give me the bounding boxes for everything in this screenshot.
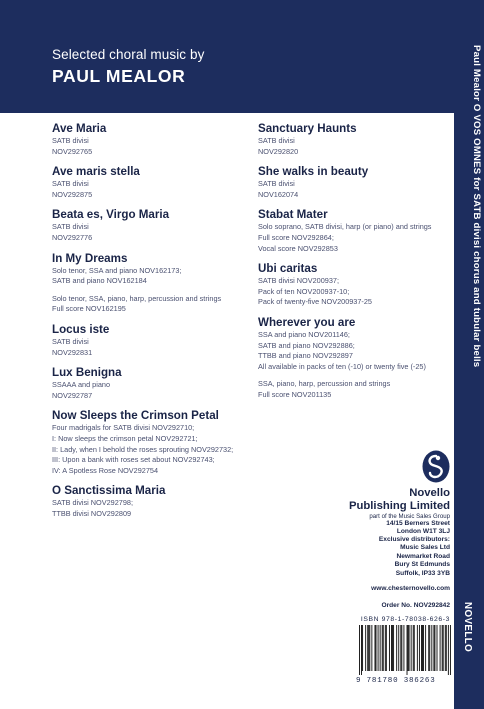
distributors-heading: Exclusive distributors:	[378, 536, 450, 543]
work-entry	[52, 251, 232, 315]
spine-title: Paul Mealor O VOS OMNES for SATB divisi chorus and tubular bells	[471, 45, 482, 368]
barcode-bar	[401, 625, 402, 671]
publisher-name-2: Publishing Limited	[348, 500, 450, 512]
work-detail: SSA and piano NOV201146;	[258, 329, 350, 339]
work-detail: SATB divisi	[52, 222, 89, 232]
work-detail: SATB divisi	[258, 136, 295, 145]
publisher-address-2: London W1T 3LJ	[396, 528, 450, 536]
work-title: Ubi caritas	[258, 262, 318, 276]
work-title: Lux Benigna	[52, 366, 122, 380]
barcode-bar	[417, 625, 418, 671]
barcode-bar	[413, 625, 414, 671]
work-detail: Four madrigals for SATB divisi NOV292710;	[52, 423, 195, 433]
barcode-bar	[367, 625, 368, 671]
work-detail: SATB and piano NOV292886;	[258, 340, 355, 350]
barcode-bar	[362, 625, 363, 671]
novello-logo-icon	[422, 450, 450, 483]
work-title: Ave maris stella	[52, 165, 140, 179]
work-detail: SSA, piano, harp, percussion and strings	[258, 379, 391, 389]
work-detail: III: Upon a bank with roses set about NOV292743;	[52, 455, 215, 465]
barcode-bar	[375, 625, 376, 671]
work-detail: SATB divisi NOV200937;	[258, 276, 339, 286]
work-detail: SATB divisi	[52, 336, 89, 346]
work-detail: SATB divisi	[258, 179, 295, 189]
barcode-bar	[368, 625, 369, 671]
work-entry	[52, 408, 232, 476]
publisher-block	[349, 487, 450, 537]
barcode	[359, 625, 451, 675]
work-title: Wherever you are	[258, 315, 356, 329]
work-title: O Sanctissima Maria	[52, 484, 166, 498]
work-detail: TTBB divisi NOV292809	[52, 508, 132, 518]
work-detail: SATB and piano NOV162184	[52, 276, 147, 286]
work-entry	[52, 121, 232, 157]
work-detail: NOV292776	[52, 232, 93, 242]
work-detail: Full score NOV162195	[52, 304, 126, 314]
works-list-right	[258, 121, 450, 408]
isbn-number: ISBN 978-1-78038-626-3	[360, 616, 450, 623]
work-detail: Solo soprano, SATB divisi, harp (or piano) and strings	[258, 222, 432, 232]
work-detail: SSAAA and piano	[52, 380, 111, 390]
barcode-bar	[443, 625, 444, 671]
barcode-bar	[409, 625, 410, 671]
work-detail: I: Now sleeps the crimson petal NOV292721;	[52, 433, 198, 443]
distributors-line: Music Sales Ltd	[400, 544, 450, 552]
work-detail: Pack of ten NOV200937-10;	[258, 286, 350, 296]
work-detail: Full score NOV292864;	[258, 232, 334, 242]
work-detail: IV: A Spotless Rose NOV292754	[52, 465, 159, 475]
work-detail: SATB divisi	[52, 179, 89, 189]
works-list-left	[52, 121, 232, 526]
work-detail: NOV292787	[52, 390, 93, 400]
work-title: Ave Maria	[52, 122, 107, 135]
barcode-bar	[440, 625, 441, 671]
barcode-bar	[398, 625, 399, 671]
barcode-bar	[414, 625, 415, 671]
work-entry	[258, 164, 450, 200]
work-entry	[52, 365, 232, 401]
work-detail: Solo tenor, SSA, piano, harp, percussion and strings	[52, 293, 222, 303]
barcode-bar	[389, 625, 390, 671]
publisher-name-1: Novello	[409, 487, 450, 499]
barcode-bar	[434, 625, 435, 671]
publisher-address-1: 14/15 Berners Street	[386, 520, 450, 527]
barcode-bar	[422, 625, 423, 671]
work-entry	[52, 207, 232, 243]
work-detail: NOV292765	[52, 146, 93, 156]
barcode-bar	[437, 625, 438, 671]
work-title: Now Sleeps the Crimson Petal	[52, 409, 219, 423]
work-detail: TTBB and piano NOV292897	[258, 351, 353, 361]
barcode-bar	[359, 625, 360, 675]
header-subtitle: Selected choral music by	[52, 47, 205, 62]
work-title: She walks in beauty	[258, 165, 369, 179]
spine-publisher: NOVELLO	[462, 602, 473, 653]
barcode-digits: 9 781780 386263	[356, 677, 436, 685]
publisher-group: part of the Music Sales Group	[369, 513, 450, 520]
barcode-bar	[429, 625, 430, 671]
work-title: Stabat Mater	[258, 208, 328, 222]
barcode-bar	[392, 625, 393, 671]
line-gap	[52, 287, 232, 294]
barcode-bar	[396, 625, 397, 671]
work-title: Sanctuary Haunts	[258, 122, 357, 135]
barcode-bar	[380, 625, 381, 671]
barcode-bar	[393, 625, 394, 671]
work-entry	[258, 315, 450, 401]
barcode-bar	[421, 625, 422, 671]
work-detail: NOV292831	[52, 347, 93, 357]
barcode-bar	[378, 625, 379, 671]
barcode-bar	[423, 625, 424, 671]
work-detail: Full score NOV201135	[258, 389, 332, 399]
barcode-bar	[365, 625, 366, 671]
header-band	[0, 0, 454, 113]
work-detail: Solo tenor, SSA and piano NOV162173;	[52, 265, 182, 275]
barcode-bar	[428, 625, 429, 671]
distributors-block	[379, 536, 450, 578]
work-entry	[52, 483, 232, 519]
work-detail: NOV162074	[258, 189, 299, 199]
work-entry	[52, 322, 232, 358]
work-detail: NOV292875	[52, 189, 93, 199]
barcode-bar	[442, 625, 443, 671]
work-title: Locus iste	[52, 322, 110, 336]
barcode-bar	[382, 625, 383, 671]
work-entry	[258, 207, 450, 254]
barcode-bar	[376, 625, 377, 671]
barcode-bar	[403, 625, 404, 671]
barcode-bar	[400, 625, 401, 671]
barcode-bar	[446, 625, 447, 671]
barcode-bar	[371, 625, 372, 671]
barcode-bar	[450, 625, 451, 675]
distributors-line: Newmarket Road	[396, 552, 450, 560]
work-detail: Vocal score NOV292853	[258, 243, 338, 253]
work-detail: Pack of twenty-five NOV200937-25	[258, 297, 372, 307]
website-link[interactable]: www.chesternovello.com	[371, 585, 450, 592]
order-number: Order No. NOV292842	[381, 602, 450, 609]
barcode-bar	[385, 625, 386, 671]
work-detail: SATB divisi NOV292798;	[52, 498, 133, 508]
work-entry	[52, 164, 232, 200]
barcode-bar	[431, 625, 432, 671]
barcode-bar	[408, 625, 409, 671]
barcode-bar	[411, 625, 412, 671]
barcode-bar	[425, 625, 426, 671]
barcode-bar	[383, 625, 384, 671]
work-entry	[258, 121, 450, 157]
barcode-bar	[448, 625, 449, 675]
distributors-line: Suffolk, IP33 3YB	[395, 569, 450, 577]
line-gap	[258, 372, 450, 379]
work-detail: NOV292820	[258, 146, 299, 156]
work-detail: All available in packs of ten (-10) or twenty five (-25)	[258, 361, 426, 371]
barcode-bar	[419, 625, 420, 671]
work-detail: SATB divisi	[52, 136, 89, 145]
barcode-bar	[391, 625, 392, 671]
barcode-bar	[369, 625, 370, 671]
composer-name: PAUL MEALOR	[52, 66, 186, 86]
barcode-bar	[407, 625, 408, 675]
barcode-bar	[445, 625, 446, 671]
distributors-line: Bury St Edmunds	[394, 561, 450, 569]
barcode-bar	[386, 625, 387, 671]
barcode-bar	[433, 625, 434, 671]
barcode-bar	[361, 625, 362, 675]
work-title: In My Dreams	[52, 251, 128, 265]
work-entry	[258, 261, 450, 308]
work-detail: II: Lady, when I behold the roses sprouting NOV292732;	[52, 444, 234, 454]
work-title: Beata es, Virgo Maria	[52, 208, 170, 222]
